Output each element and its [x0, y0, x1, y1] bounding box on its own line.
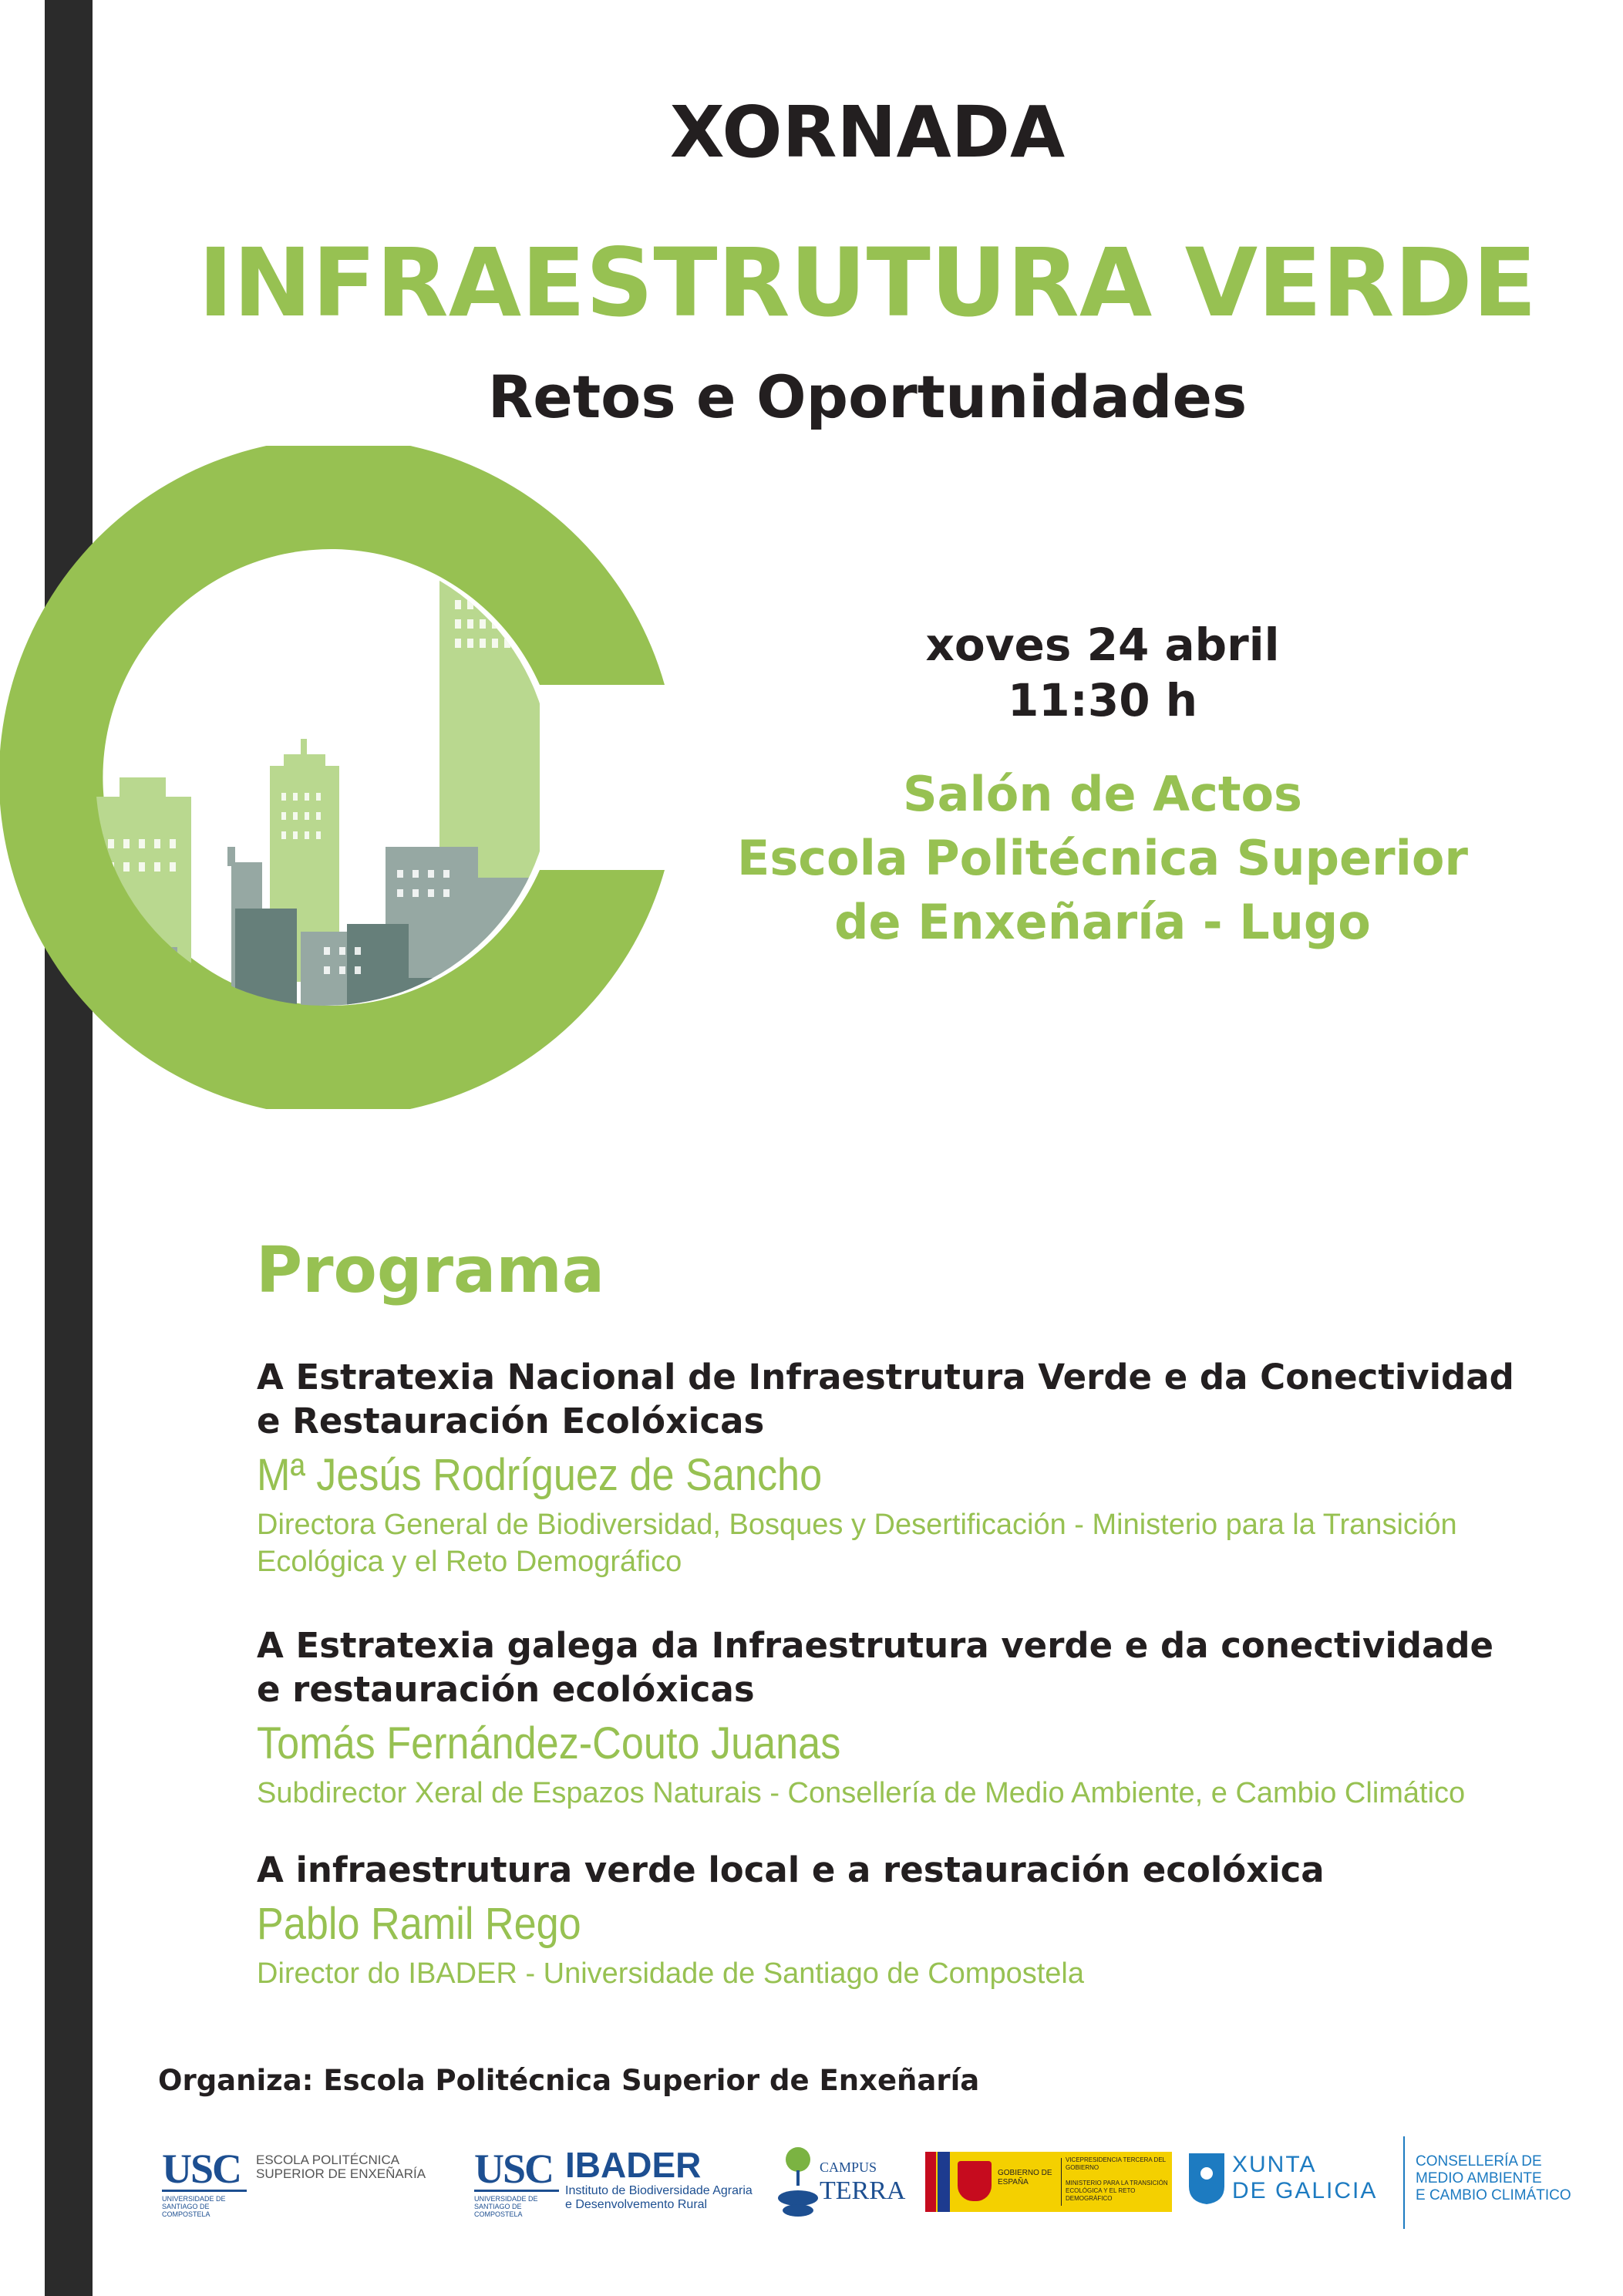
campus-terra-icon	[775, 2144, 821, 2221]
talk-title: A Estratexia galega da Infraestrutura verde e da conectividade e restauración ecolóxicas	[257, 1625, 1494, 1710]
conselleria-line-2: MEDIO AMBIENTE	[1416, 2170, 1542, 2186]
flag-stripe	[925, 2152, 936, 2212]
talk-speaker: Tomás Fernández-Couto Juanas	[257, 1718, 841, 1768]
talk-speaker-role: Directora General de Biodiversidad, Bosques y Desertificación - Ministerio para la Transición Ecológica y el Reto Demográfico	[257, 1509, 1457, 1578]
campus-label: CAMPUS	[820, 2159, 877, 2175]
talk-speaker: Mª Jesús Rodríguez de Sancho	[257, 1450, 823, 1500]
conselleria-line-1: CONSELLERÍA DE	[1416, 2153, 1542, 2170]
vicepresidencia-text: VICEPRESIDENCIA TERCERA DEL GOBIERNO	[1066, 2156, 1166, 2171]
ministerio-text: MINISTERIO PARA LA TRANSICIÓN ECOLÓGICA Y EL RETO DEMOGRÁFICO	[1066, 2180, 1168, 2202]
usc-mark: USC	[474, 2146, 554, 2192]
program-talk-3	[257, 1848, 1521, 1992]
program-talk-2	[257, 1623, 1521, 1812]
conselleria-line-3: E CAMBIO CLIMÁTICO	[1416, 2187, 1571, 2203]
event-datetime	[848, 617, 1357, 728]
talk-title: A Estratexia Nacional de Infraestrutura Verde e da Conectividad e Restauración Ecolóxicas	[257, 1357, 1514, 1441]
left-dark-bar	[45, 0, 93, 2296]
venue-line-1: Salón de Actos	[903, 766, 1302, 822]
divider	[1061, 2158, 1062, 2206]
usc-sub: UNIVERSIDADE DE SANTIAGO DE COMPOSTELA	[474, 2195, 538, 2218]
usc-mark: USC	[162, 2146, 241, 2192]
eu-stripe	[938, 2152, 950, 2212]
talk-speaker-role: Director do IBADER - Universidade de Santiago de Compostela	[257, 1957, 1084, 1990]
talk-speaker-role: Subdirector Xeral de Espazos Naturais - Consellería de Medio Ambiente, e Cambio Climático	[257, 1777, 1466, 1809]
program-talk-1	[257, 1355, 1521, 1580]
ibader-text: Instituto de Biodiversidade Agraria e Desenvolvemento Rural	[565, 2184, 753, 2211]
venue-line-3: de Enxeñaría - Lugo	[834, 894, 1371, 950]
xunta-line-1: XUNTA	[1232, 2152, 1317, 2177]
sponsor-logos	[162, 2136, 1581, 2229]
usc-sub: UNIVERSIDADE DE SANTIAGO DE COMPOSTELA	[162, 2195, 226, 2218]
talk-speaker: Pablo Ramil Rego	[257, 1899, 581, 1949]
city-c-emblem	[0, 446, 678, 1109]
xunta-shield-icon	[1187, 2152, 1226, 2206]
event-date: xoves 24 abril	[925, 619, 1280, 671]
conselleria-logo	[1403, 2136, 1582, 2229]
gobierno-text: GOBIERNO DE ESPAÑA	[998, 2169, 1052, 2186]
event-kicker: XORNADA	[669, 91, 1066, 174]
ibader-name: IBADER	[565, 2145, 702, 2185]
organizer-line: Organiza: Escola Politécnica Superior de Enxeñaría	[158, 2064, 980, 2097]
venue-line-2: Escola Politécnica Superior	[736, 830, 1469, 886]
gobierno-espana-logo	[925, 2152, 1172, 2212]
usc-epse-logo	[162, 2136, 455, 2229]
epse-logo-text: ESCOLA POLITÉCNICA SUPERIOR DE ENXEÑARÍA	[256, 2153, 426, 2181]
event-title: INFRAESTRUTURA VERDE	[197, 228, 1537, 338]
coat-of-arms-icon	[958, 2161, 992, 2201]
program-heading: Programa	[256, 1234, 605, 1307]
event-time: 11:30 h	[1007, 674, 1198, 727]
xunta-text	[1232, 2152, 1377, 2204]
talk-title: A infraestrutura verde local e a restauración ecolóxica	[257, 1849, 1325, 1890]
conselleria-text	[1416, 2153, 1571, 2204]
ibader-logo	[474, 2136, 767, 2229]
event-venue	[717, 762, 1488, 954]
campus-terra-logo	[775, 2136, 906, 2229]
xunta-line-2: DE GALICIA	[1232, 2178, 1378, 2203]
event-subtitle: Retos e Oportunidades	[487, 362, 1248, 431]
xunta-galicia-logo	[1187, 2136, 1396, 2229]
terra-label: TERRA	[820, 2176, 906, 2205]
